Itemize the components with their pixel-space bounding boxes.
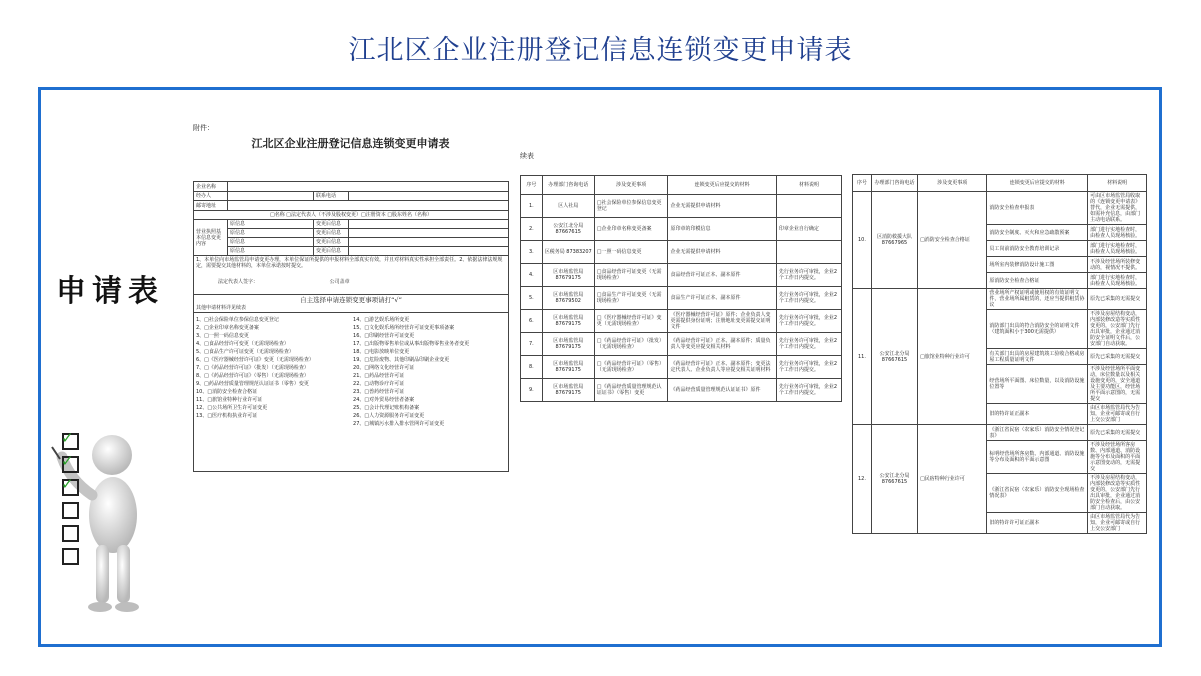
checklist-item: 19、□危险废物、其他印刷品印刷企业变更 bbox=[353, 357, 450, 364]
new-info-4: 变更后信息 bbox=[314, 247, 349, 256]
table-row bbox=[521, 310, 842, 333]
attachment-label: 附件： bbox=[193, 124, 214, 132]
table-row bbox=[853, 192, 1147, 225]
table-cell: 区市场监管局 87679175 bbox=[542, 264, 594, 287]
table-row bbox=[521, 287, 842, 310]
table-cell: 区市场监管局 87679175 bbox=[542, 356, 594, 379]
column-header: 办理部门咨询电话 bbox=[542, 176, 594, 195]
table-cell: 2. bbox=[521, 218, 543, 241]
checklist-item: 23、□兽药经营许可证 bbox=[353, 389, 405, 396]
table-cell: □一照一码信息变更 bbox=[594, 241, 668, 264]
column-header: 材料说明 bbox=[776, 176, 841, 195]
table-cell: 区市场监管局 87679175 bbox=[542, 379, 594, 402]
checklist-item: 26、□人力资源服务许可证变更 bbox=[353, 413, 425, 420]
dept-cell: 公安江北分局 87667615 bbox=[871, 425, 917, 534]
note-cell: 部门进行实地检查时，由检查人员现场核验。 bbox=[1088, 273, 1147, 289]
row-number: 12. bbox=[853, 425, 872, 534]
checklist-item: 13、□医疗机构执业许可证 bbox=[196, 413, 258, 420]
material-cell: 场所室内装修消防设计施工图 bbox=[987, 257, 1088, 273]
checklist-item: 15、□文化娱乐场所经营许可证变更事项备案 bbox=[353, 325, 455, 332]
table-cell: 6. bbox=[521, 310, 543, 333]
checklist-item: 12、□公共场所卫生许可证变更 bbox=[196, 405, 268, 412]
row-number: 11. bbox=[853, 289, 872, 425]
table-cell: □企业印章名称变更备案 bbox=[594, 218, 668, 241]
note-cell: 不涉及经营场所装修变动的，视情况不提供。 bbox=[1088, 257, 1147, 273]
orig-info-3: 原信息 bbox=[228, 238, 314, 247]
checklist-item: 22、□动物诊疗许可证 bbox=[353, 381, 405, 388]
person-figure-icon bbox=[40, 385, 155, 615]
continuation-table-1 bbox=[520, 152, 842, 402]
table-cell: 《医疗器械经营许可证》原件；企业负责人变更需提供身份证明；注册地址变更需提交证明文件 bbox=[668, 310, 776, 333]
table-cell bbox=[776, 241, 841, 264]
note-cell: 不涉及经营场所客房数、内部通道、消防设施等分布及面积的平面示意图变动的，无需提交 bbox=[1088, 441, 1147, 474]
table-row bbox=[521, 264, 842, 287]
checkbox-icon: ✓ bbox=[62, 456, 79, 473]
table-cell: 1. bbox=[521, 195, 543, 218]
other-materials-note: 其他申请材料详见续表 bbox=[196, 305, 247, 312]
table-row bbox=[521, 333, 842, 356]
new-info-3: 变更后信息 bbox=[314, 238, 349, 247]
material-cell: 《浙江省民宿（农家乐）消防安全情况登记表》 bbox=[987, 425, 1088, 441]
change-types: □名称 □法定代表人（不涉及股权变更）□注册资本 □股东姓名（名称） bbox=[194, 211, 509, 220]
material-cell: 原消防安全检查合格证 bbox=[987, 273, 1088, 289]
table-cell: □食品经营许可证变更（无需现场检查） bbox=[594, 264, 668, 287]
orig-info-1: 原信息 bbox=[228, 220, 314, 229]
checkbox-icon bbox=[62, 548, 79, 565]
new-info-1: 变更后信息 bbox=[314, 220, 349, 229]
page-title: 江北区企业注册登记信息连锁变更申请表 bbox=[348, 35, 853, 66]
checklist-item: 21、□药品经营许可证 bbox=[353, 373, 405, 380]
checklist-item: 25、□会计代理记账机构备案 bbox=[353, 405, 420, 412]
address-label: 邮寄地址 bbox=[194, 201, 228, 211]
note-cell: 部门进行实地检查时，由检查人员现场核验。 bbox=[1088, 225, 1147, 241]
table-row bbox=[521, 356, 842, 379]
checkbox-icon: ✓ bbox=[62, 479, 79, 496]
table-cell: 食品经营许可证正本、副本原件 bbox=[668, 264, 776, 287]
checklist-item: 10、□消防安全检查合格证 bbox=[196, 389, 258, 396]
checklist-item: 1、□社会保险单位参保信息变更登记 bbox=[196, 317, 279, 324]
checklist-item: 16、□印刷经营许可证变更 bbox=[353, 333, 415, 340]
note-cell: 不涉及房屋结构变动，内部装修改造等实质性变更的，公安部门先行出具审批，企业通过消防安全检查后，由公安部门自动获取。 bbox=[1088, 474, 1147, 513]
checklist-item: 9、□药品经营质量管理规范认证证书（零售）变更 bbox=[196, 381, 309, 388]
checklist-item: 20、□网络文化经营许可证 bbox=[353, 365, 415, 372]
table-cell: 企业无需提供申请材料 bbox=[668, 195, 776, 218]
table-row bbox=[521, 379, 842, 402]
checklist-item: 27、□城镇污水排入排水管网许可证变更 bbox=[353, 421, 445, 428]
table-cell: 区人社局 bbox=[542, 195, 594, 218]
note-cell: 原先已采集的无需提交 bbox=[1088, 425, 1147, 441]
table-cell: 5. bbox=[521, 287, 543, 310]
material-cell: 旧的特许证正副本 bbox=[987, 404, 1088, 425]
table-cell: 区市场监管局 87679175 bbox=[542, 310, 594, 333]
dept-cell: 公安江北分局 87667615 bbox=[871, 289, 917, 425]
legal-rep-sign: 法定代表人签字： bbox=[218, 279, 259, 286]
table-cell: □食品生产许可证变更（无需现场检查） bbox=[594, 287, 668, 310]
table-row bbox=[521, 218, 842, 241]
checkbox-icon bbox=[62, 525, 79, 542]
table-row bbox=[521, 195, 842, 218]
checklist-item: 24、□对外贸易经营者备案 bbox=[353, 397, 415, 404]
select-heading: 自主选择申请连锁变更事项请打“√” bbox=[300, 296, 402, 305]
checkbox-icon: ✓ bbox=[62, 433, 79, 450]
column-header: 序号 bbox=[521, 176, 543, 195]
dept-cell: 区消防救援大队 87667965 bbox=[871, 192, 917, 289]
table-cell: 印章企业自行确定 bbox=[776, 218, 841, 241]
right-table bbox=[852, 174, 1147, 534]
table-cell: 企业无需提供申请材料 bbox=[668, 241, 776, 264]
table-cell: □《药品经营许可证》（零售）（无需现场检查） bbox=[594, 356, 668, 379]
new-info-2: 变更后信息 bbox=[314, 229, 349, 238]
items-right bbox=[353, 317, 506, 429]
table-cell: 先行业务许可审批，企业2个工作日内提交。 bbox=[776, 379, 841, 402]
company-seal: 公司盖章 bbox=[329, 279, 350, 286]
note-cell: 不涉及房屋结构变动，内部装修改造等实质性变更的，公安部门先行出具审批，企业通过消防安全证明文件后，公安部门自动获取。 bbox=[1088, 310, 1147, 349]
item-cell: □民宿特种行业许可 bbox=[918, 425, 987, 534]
column-header: 连锁变更后应提交的材料 bbox=[987, 175, 1088, 192]
note-cell: 由区市场监管局代为告知，企业可邮寄或自行上交公安部门 bbox=[1088, 404, 1147, 425]
table-cell: 区市场监管局 87679502 bbox=[542, 287, 594, 310]
material-cell: 经营场所平面图、床位数量，以及消防设施位置等 bbox=[987, 365, 1088, 404]
checklist-item: 2、□企业印章名称变更备案 bbox=[196, 325, 259, 332]
company-name-label: 企业名称 bbox=[194, 182, 228, 192]
table-row bbox=[853, 289, 1147, 310]
material-cell: 有关部门出具的房屋建筑竣工验收合格或房屋工程质量证明文件 bbox=[987, 349, 1088, 365]
column-header: 材料说明 bbox=[1088, 175, 1147, 192]
checklist-item: 6、□《医疗器械经营许可证》变更（无需现场检查） bbox=[196, 357, 314, 364]
continuation-table-2 bbox=[852, 174, 1147, 534]
item-cell: □旅馆业特种行业许可 bbox=[918, 289, 987, 425]
column-header: 连锁变更后应提交的材料 bbox=[668, 176, 776, 195]
table-cell: 先行业务许可审批，企业2个工作日内提交。 bbox=[776, 310, 841, 333]
column-header: 涉及变更事项 bbox=[594, 176, 668, 195]
table-cell: 《药品经营许可证》正本、副本原件；质量负责人等变更应提交相关材料 bbox=[668, 333, 776, 356]
table-row bbox=[853, 425, 1147, 441]
table-cell: 8. bbox=[521, 356, 543, 379]
table-cell: 9. bbox=[521, 379, 543, 402]
material-cell: 旧的特许许可证正副本 bbox=[987, 513, 1088, 534]
material-cell: 《浙江省民宿（农家乐）消防安全现场检查情况表》 bbox=[987, 474, 1088, 513]
checklist-item: 11、□旅馆业特种行业许可证 bbox=[196, 397, 263, 404]
column-header: 涉及变更事项 bbox=[918, 175, 987, 192]
note-cell: 不涉及经营场所平面变动，床位数量以及相关设施变更的，安全通道及主要功能区，经营场所平面示意图的，无需提交 bbox=[1088, 365, 1147, 404]
note-cell: 可由区市场监管局收取的《连锁变更申请表》替代，企业无需提供，如需补充信息，由部门主动电话联系。 bbox=[1088, 192, 1147, 225]
form-title: 江北区企业注册登记信息连锁变更申请表 bbox=[251, 137, 450, 151]
side-label: 申请表 bbox=[56, 274, 164, 309]
table-cell: 区市场监管局 87679175 bbox=[542, 333, 594, 356]
material-cell: 员工岗前消防安全教育培训记录 bbox=[987, 241, 1088, 257]
note-cell: 原先已采集的无需提交 bbox=[1088, 349, 1147, 365]
application-form bbox=[193, 125, 508, 472]
form-table bbox=[193, 181, 509, 472]
material-cell: 消防安全检查申报表 bbox=[987, 192, 1088, 225]
material-cell: 消防安全制度、灭火和应急疏散预案 bbox=[987, 225, 1088, 241]
table-cell: 3. bbox=[521, 241, 543, 264]
checkbox-icon bbox=[62, 502, 79, 519]
orig-info-4: 原信息 bbox=[228, 247, 314, 256]
table-cell: 7. bbox=[521, 333, 543, 356]
table-cell: 《药品经营质量管理规范认证证书》原件 bbox=[668, 379, 776, 402]
table-cell: 先行业务许可审批，企业2个工作日内提交。 bbox=[776, 356, 841, 379]
material-cell: 消防部门出具的符合消防安全的证明文件（建筑面积小于300无需提供） bbox=[987, 310, 1088, 349]
table-cell: □社会保险单位参保信息变更登记 bbox=[594, 195, 668, 218]
checklist-item: 14、□游艺娱乐场所变更 bbox=[353, 317, 410, 324]
table-cell: 食品生产许可证正本、副本原件 bbox=[668, 287, 776, 310]
checklist-item: 4、□食品经营许可变更（无需现场检查） bbox=[196, 341, 289, 348]
item-cell: □消防安全检查合格证 bbox=[918, 192, 987, 289]
column-header: 序号 bbox=[853, 175, 872, 192]
checklist bbox=[61, 429, 79, 571]
checklist-item: 7、□《药品经营许可证》（批发）（无需现场检查） bbox=[196, 365, 309, 372]
table-cell: 先行业务许可审批，企业2个工作日内提交。 bbox=[776, 333, 841, 356]
handler-label: 经办人 bbox=[194, 192, 228, 201]
checklist-item: 3、□一照一码信息变更 bbox=[196, 333, 249, 340]
table-cell: 原印章的印模信息 bbox=[668, 218, 776, 241]
table-cell: 公安江北分局 87667615 bbox=[542, 218, 594, 241]
checklist-item: 18、□电影放映单位变更 bbox=[353, 349, 410, 356]
declaration: 1、本单位向市场监管局申请变更办理，本单位保证所提供的申报材料全部真实有效，并且对材料真实性承担全部责任。2、依据法律法规规定，需要提交其他材料的，本单位承诺按时提交。 bbox=[196, 257, 503, 270]
table-cell: 《药品经营许可证》正本、副本原件；变更法定代表人、企业负责人等应提交相关证明材料 bbox=[668, 356, 776, 379]
column-header: 办理部门咨询电话 bbox=[871, 175, 917, 192]
table-cell: 区税务局 87383207 bbox=[542, 241, 594, 264]
note-cell: 部门进行实地检查时，由检查人员现场核验。 bbox=[1088, 241, 1147, 257]
table-cell: □《药品经营许可证》（批发）（无需现场检查） bbox=[594, 333, 668, 356]
row-number: 10. bbox=[853, 192, 872, 289]
material-cell: 标明经营场所客房数、内部通道、消防设施等分布及面积的平面示意图 bbox=[987, 441, 1088, 474]
change-group-label: 营业执照基本信息变更内容 bbox=[194, 220, 228, 256]
table-cell: □《药品经营质量管理规范认证证书》（零售）变更 bbox=[594, 379, 668, 402]
table-cell bbox=[776, 195, 841, 218]
phone-label: 联系电话 bbox=[314, 192, 349, 201]
items-left bbox=[196, 317, 349, 429]
table-cell: 先行业务许可审批，企业2个工作日内提交。 bbox=[776, 287, 841, 310]
material-cell: 营业场所产权证明或使用权的有效证明文件，营业场所属租赁的，还应当提供租赁协议 bbox=[987, 289, 1088, 310]
orig-info-2: 原信息 bbox=[228, 229, 314, 238]
checklist-item: 5、□食品生产许可证变更（无需现场检查） bbox=[196, 349, 294, 356]
mid-table bbox=[520, 175, 842, 402]
checklist-item: 17、□出版物零售单位或从事出版物零售业务者变更 bbox=[353, 341, 470, 348]
table-cell: □《医疗器械经营许可证》变更（无需现场检查） bbox=[594, 310, 668, 333]
checklist-item: 8、□《药品经营许可证》（零售）（无需现场检查） bbox=[196, 373, 309, 380]
continuation-heading: 续表 bbox=[520, 152, 534, 160]
note-cell: 由区市场监管局代为告知，企业可邮寄或自行上交公安部门 bbox=[1088, 513, 1147, 534]
table-cell: 4. bbox=[521, 264, 543, 287]
note-cell: 原先已采集的无需提交 bbox=[1088, 289, 1147, 310]
table-cell: 先行业务许可审批，企业2个工作日内提交。 bbox=[776, 264, 841, 287]
table-row bbox=[521, 241, 842, 264]
